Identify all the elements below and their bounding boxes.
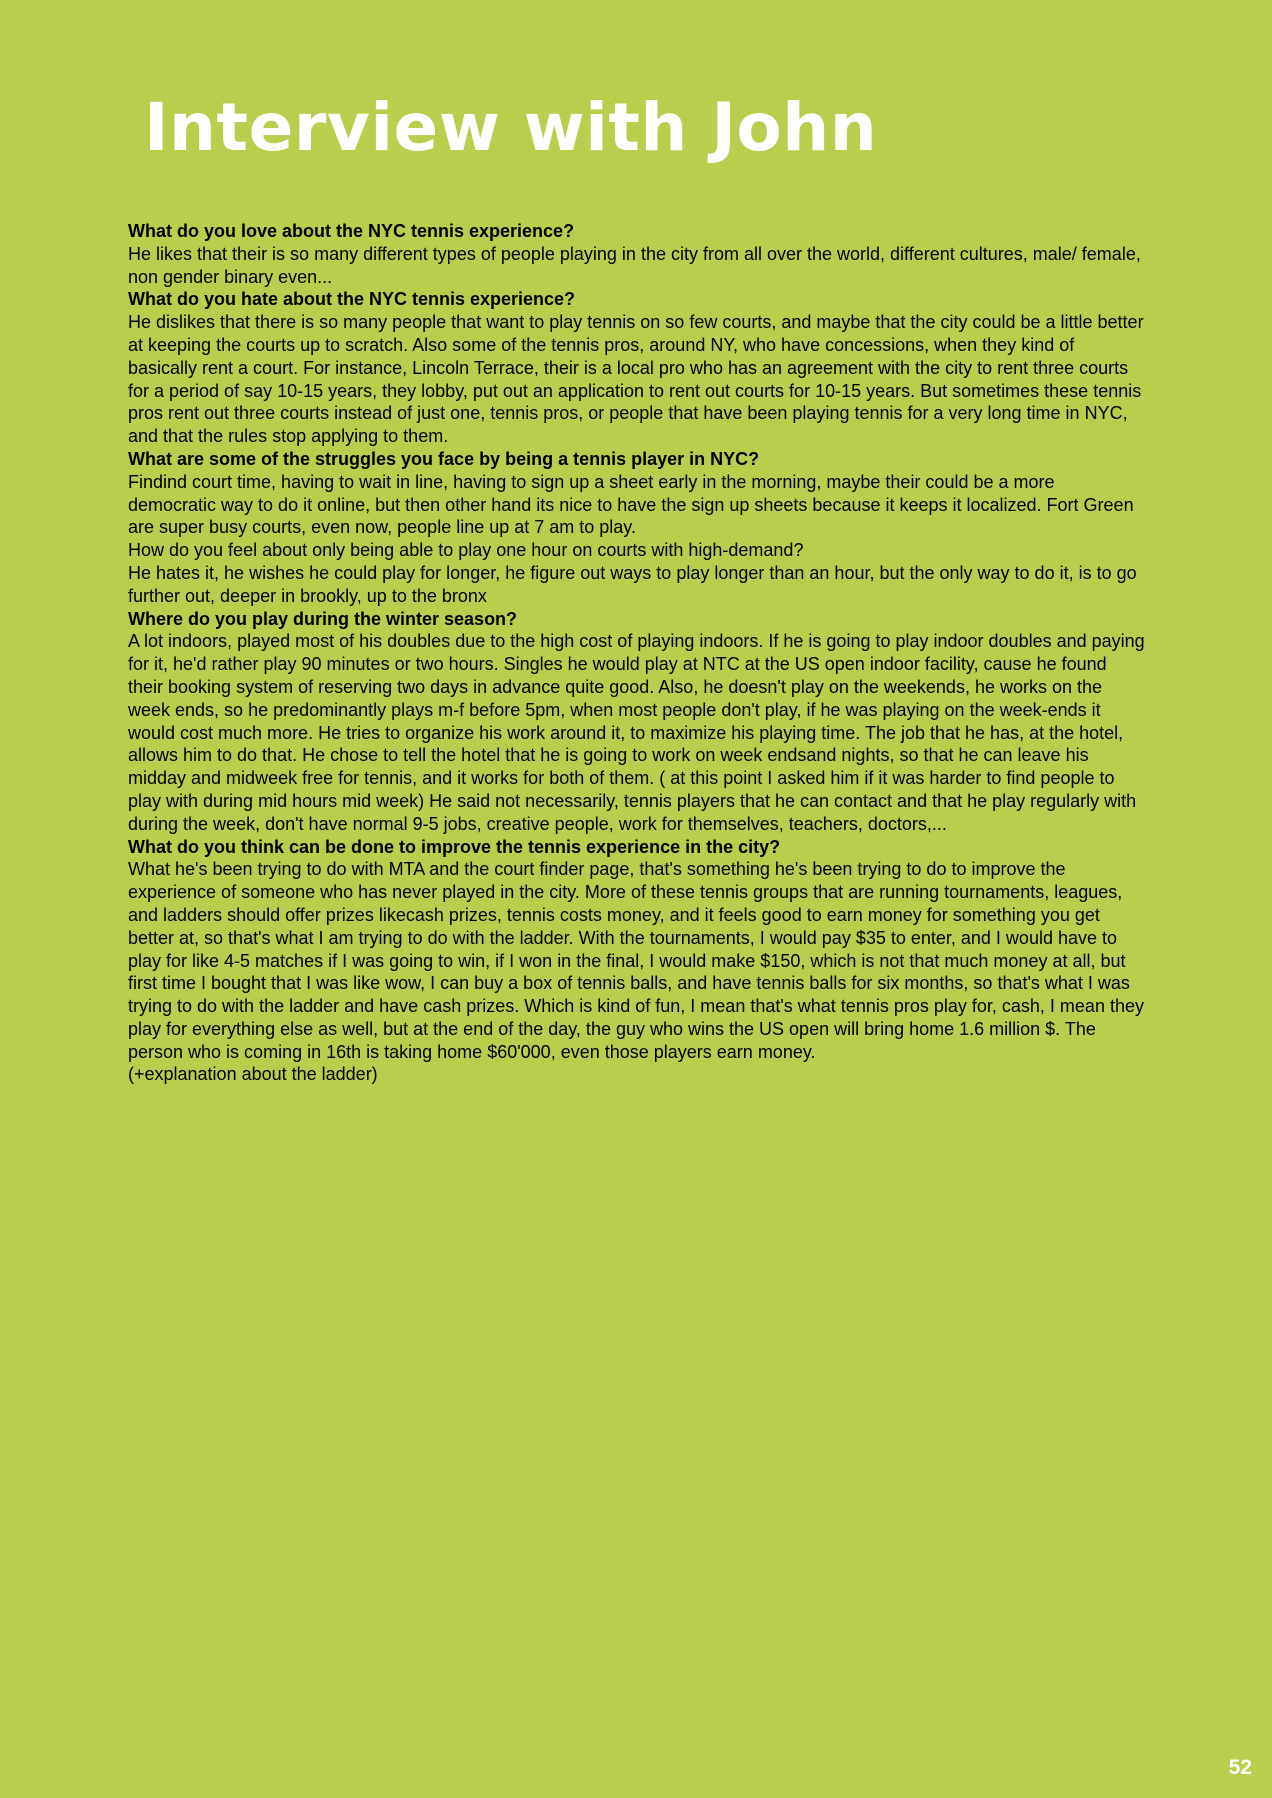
answer-struggles: Findind court time, having to wait in line, having to sign up a sheet early in the morning, maybe their could be a more democratic way to do it online, but then other hand its nice to have the sign up sheets because it keeps it localized. Fort Green are super busy courts, even now, people line up at 7 am to play. [128,471,1134,538]
answer-hate-nyc-tennis: He dislikes that there is so many people that want to play tennis on so few courts, and maybe that the city could be a little better at keeping the courts up to scratch. Also some of the tennis pros, around NY, who have concessions, when they kind of basically rent a court. For instance, Lincoln Terrace, their is a local pro who has an agreement with the city to rent three courts for a period of say 10-15 years, they lobby, put out an application to rent out courts for 10-15 years. But sometimes these tennis pros rent out three courts instead of just one, tennis pros, or people that have been playing tennis for a very long time in NYC, and that the rules stop applying to them. [128,312,1144,447]
question-winter-season: Where do you play during the winter season? [128,608,518,629]
answer-love-nyc-tennis: He likes that their is so many different types of people playing in the city from all over the world, different cultures, male/ female, non gender binary even... [128,243,1141,287]
page-number: 52 [1228,1756,1252,1779]
answer-improve-experience: What he's been trying to do with MTA and the court finder page, that's something he's been trying to do to improve the experience of someone who has never played in the city. More of these tennis groups that are running tournaments, leagues, and ladders should offer prizes likecash prizes, tennis costs money, and it feels good to earn money for something you get better at, so that's what I am trying to do with the ladder. With the tournaments, I would pay $35 to enter, and I would have to play for like 4-5 matches if I was going to win, if I won in the final, I would make $150, which is not that much money at all, but first time I bought that I was like wow, I can buy a box of tennis balls, and have tennis balls for six months, so that's what I was trying to do with the ladder and have cash prizes. Which is kind of fun, I mean that's what tennis pros play for, cash, I mean they play for everything else as well, but at the end of the day, the guy who wins the US open will bring home 1.6 million $. The person who is coming in 16th is taking home $60'000, even those players earn money. [128,859,1144,1062]
interview-transcript [128,220,1146,1086]
ladder-explanation-note: (+explanation about the ladder) [128,1064,378,1085]
question-love-nyc-tennis: What do you love about the NYC tennis experience? [128,221,575,241]
question-struggles: What are some of the struggles you face by being a tennis player in NYC? [128,448,760,469]
question-one-hour-limit: How do you feel about only being able to play one hour on courts with high-demand? [128,540,804,561]
question-hate-nyc-tennis: What do you hate about the NYC tennis experience? [128,289,576,310]
answer-winter-season: A lot indoors, played most of his doubles due to the high cost of playing indoors. If he is going to play indoor doubles and paying for it, he'd rather play 90 minutes or two hours. Singles he would play at NTC at the US open indoor facility, cause he found their booking system of reserving two days in advance quite good. Also, he doesn't play on the weekends, he works on the week ends, so he predominantly plays m-f before 5pm, when most people don't play, if he was playing on the week-ends it would cost much more. He tries to organize his work around it, to maximize his playing time. The job that he has, at the hotel, allows him to do that. He chose to tell the hotel that he is going to work on week endsand nights, so that he can leave his midday and midweek free for tennis, and it works for both of them. ( at this point I asked him if it was harder to find people to play with during mid hours mid week) He said not necessarily, tennis players that he can contact and that he play regularly with during the week, don't have normal 9-5 jobs, creative people, work for themselves, teachers, doctors,... [128,631,1145,834]
answer-one-hour-limit: He hates it, he wishes he could play for longer, he figure out ways to play longer than an hour, but the only way to do it, is to go further out, deeper in brookly, up to the bronx [128,562,1137,606]
page-title: Interview with John [144,89,878,166]
question-improve-experience: What do you think can be done to improve the tennis experience in the city? [128,836,781,857]
